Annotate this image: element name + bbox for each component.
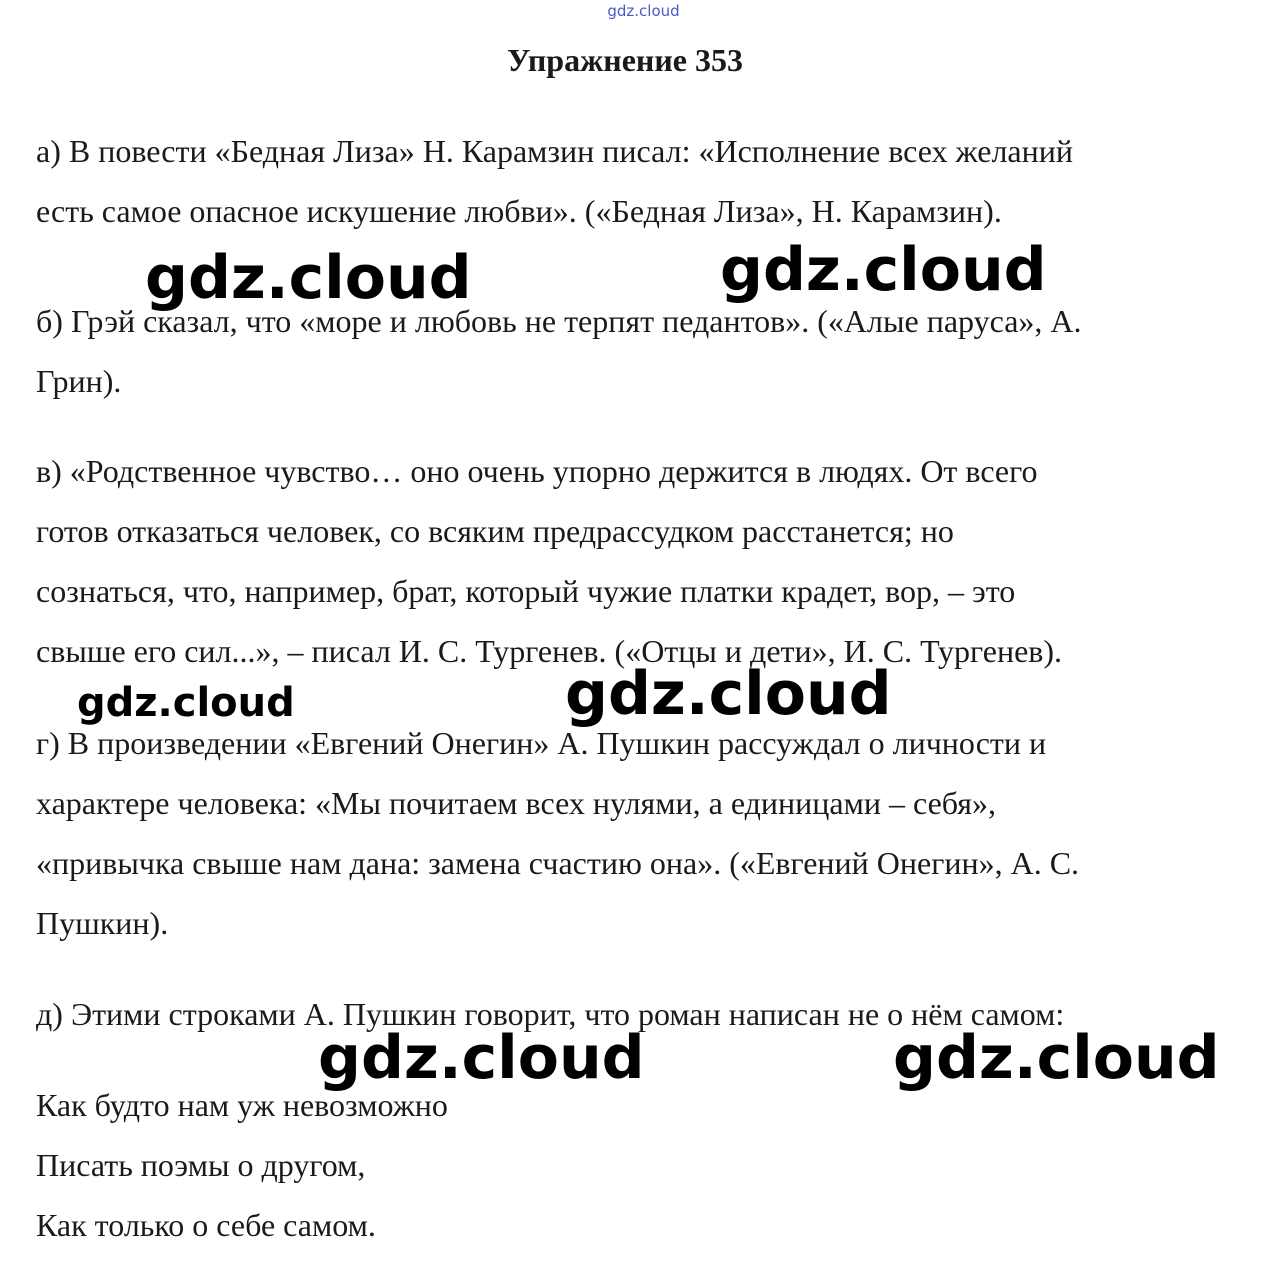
paragraph-line: д) Этими строками А. Пушкин говорит, что роман написан не о нём самом: [36,996,1065,1032]
exercise-title: Упражнение 353 [506,42,743,78]
poem-line: Как только о себе самом. [36,1207,376,1243]
watermark: gdz.cloud [145,243,472,313]
paragraph-line: г) В произведении «Евгений Онегин» А. Пушкин рассуждал о личности и [36,725,1047,761]
paragraph-g [36,713,1216,953]
paragraph-line: есть самое опасное искушение любви». («Бедная Лиза», Н. Карамзин). [36,193,1002,229]
watermark: gdz.cloud [720,235,1047,305]
poem-quote [36,1075,1216,1255]
paragraph-line: характере человека: «Мы почитаем всех нулями, а единицами – себя», [36,785,996,821]
watermark: gdz.cloud [318,1023,645,1093]
watermark: gdz.cloud [893,1023,1220,1093]
paragraph-a [36,121,1216,241]
paragraph-line: в) «Родственное чувство… оно очень упорно держится в людях. От всего [36,453,1038,489]
paragraph-line: б) Грэй сказал, что «море и любовь не терпят педантов». («Алые паруса», А. [36,303,1082,339]
paragraph-line: «привычка свыше нам дана: замена счастию она». («Евгений Онегин», А. С. [36,845,1080,881]
paragraph-line: готов отказаться человек, со всяким предрассудком расстанется; но [36,513,954,549]
paragraph-line: Пушкин). [36,905,169,941]
paragraph-line: свыше его сил...», – писал И. С. Тургенев. («Отцы и дети», И. С. Тургенев). [36,633,1063,669]
watermark: gdz.cloud [565,659,892,729]
paragraph-line: Грин). [36,363,122,399]
paragraph-line: сознаться, что, например, брат, который чужие платки крадет, вор, – это [36,573,1016,609]
poem-line: Писать поэмы о другом, [36,1147,366,1183]
paragraph-v [36,441,1216,681]
watermark: gdz.cloud [77,680,295,726]
site-watermark-top: gdz.cloud [607,2,680,20]
poem-line: Как будто нам уж невозможно [36,1087,448,1123]
paragraph-line: а) В повести «Бедная Лиза» Н. Карамзин писал: «Исполнение всех желаний [36,133,1073,169]
